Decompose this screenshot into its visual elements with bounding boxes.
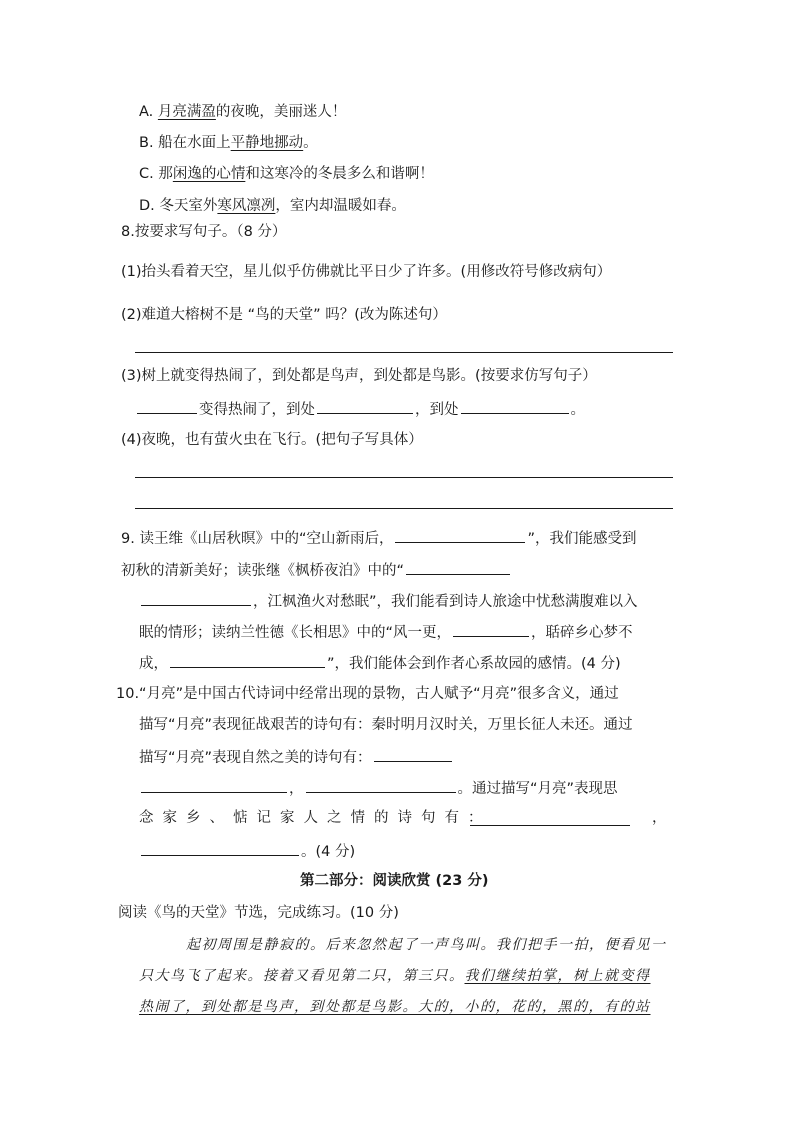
fill-blank[interactable] — [453, 621, 529, 637]
option-d: D. 冬天室外寒风凛冽，室内却温暖如春。 — [139, 198, 406, 214]
q10-line-5: 念家乡、惦记家人之情的诗句有： — [139, 810, 492, 826]
fill-blank[interactable] — [306, 777, 456, 793]
fill-blank[interactable] — [406, 559, 510, 575]
passage-line-2: 只大鸟飞了起来。接着又看见第二只，第三只。我们继续拍掌，树上就变得 — [139, 968, 651, 984]
answer-line[interactable] — [135, 508, 673, 509]
fill-blank[interactable] — [170, 652, 325, 668]
underlined-phrase: 月亮满盈 — [157, 104, 216, 120]
option-c: C. 那闲逸的心情和这寒冷的冬晨多么和谐啊！ — [139, 166, 434, 182]
q10-line-5-comma: ， — [652, 810, 667, 826]
q8-title: 8.按要求写句子。（8 分） — [121, 224, 287, 240]
section-heading: 第二部分：阅读欣赏 (23 分) — [300, 873, 489, 889]
underlined-phrase: 我们继续拍掌，树上就变得 — [464, 968, 651, 984]
passage-line-1: 起初周围是静寂的。后来忽然起了一声鸟叫。我们把手一拍，便看见一 — [186, 937, 667, 953]
q9-line-4: 眠的情形；读纳兰性德《长相思》中的“风一更， ，聒碎乡心梦不 — [139, 621, 633, 643]
answer-line[interactable] — [135, 477, 673, 478]
fill-blank[interactable] — [461, 398, 569, 414]
reading-intro: 阅读《鸟的天堂》节选，完成练习。(10 分) — [118, 905, 399, 921]
fill-blank[interactable] — [137, 398, 197, 414]
answer-line[interactable] — [135, 352, 673, 353]
q9-line-5: 成， ”，我们能体会到作者心系故园的感情。(4 分) — [139, 652, 621, 674]
fill-blank[interactable] — [395, 527, 525, 543]
fill-blank[interactable] — [470, 825, 630, 826]
q8-sentence-3: (3)树上就变得热闹了，到处都是鸟声，到处都是鸟影。(按要求仿写句子） — [121, 368, 597, 384]
q10-line-4: ， 。通过描写“月亮”表现思 — [139, 777, 618, 799]
underlined-phrase: 平静地挪动 — [230, 135, 304, 151]
underlined-phrase: 闲逸的心情 — [172, 166, 246, 182]
q9-line-3: ，江枫渔火对愁眠”，我们能看到诗人旅途中忧愁满腹难以入 — [139, 590, 638, 612]
q10-line-1: 10.“月亮”是中国古代诗词中经常出现的景物，古人赋予“月亮”很多含义，通过 — [116, 686, 619, 702]
q9-line-1: 9. 读王维《山居秋暝》中的“空山新雨后， ”，我们能感受到 — [121, 527, 636, 549]
option-a: A. 月亮满盈的夜晚，美丽迷人！ — [139, 104, 347, 120]
fill-blank[interactable] — [374, 746, 452, 762]
option-b: B. 船在水面上平静地挪动。 — [139, 135, 318, 151]
fill-blank[interactable] — [141, 590, 251, 606]
passage-line-3 — [139, 997, 651, 1017]
q8-sentence-4: (4)夜晚，也有萤火虫在飞行。(把句子写具体） — [121, 432, 423, 448]
q8-sentence-2: (2)难道大榕树不是 “鸟的天堂” 吗？(改为陈述句） — [121, 307, 447, 323]
q10-line-2: 描写“月亮”表现征战艰苦的诗句有：秦时明月汉时关，万里长征人未还。通过 — [139, 717, 633, 733]
underlined-phrase: 寒风凛冽 — [217, 198, 276, 214]
q10-line-3: 描写“月亮”表现自然之美的诗句有： — [139, 746, 454, 768]
q8-sentence-1: (1)抬头看着天空，星儿似乎仿佛就比平日少了许多。(用修改符号修改病句） — [121, 264, 612, 280]
q10-line-6: 。(4 分) — [139, 840, 355, 862]
fill-blank[interactable] — [141, 777, 287, 793]
underlined-phrase: 热闹了，到处都是鸟声，到处都是鸟影。大的，小的，花的，黑的，有的站 — [139, 999, 651, 1015]
fill-blank[interactable] — [141, 840, 299, 856]
fill-blank[interactable] — [317, 398, 413, 414]
q9-line-2: 初秋的清新美好；读张继《枫桥夜泊》中的“ — [121, 559, 512, 581]
q8-fill-line: 变得热闹了，到处 ，到处 。 — [135, 398, 585, 420]
